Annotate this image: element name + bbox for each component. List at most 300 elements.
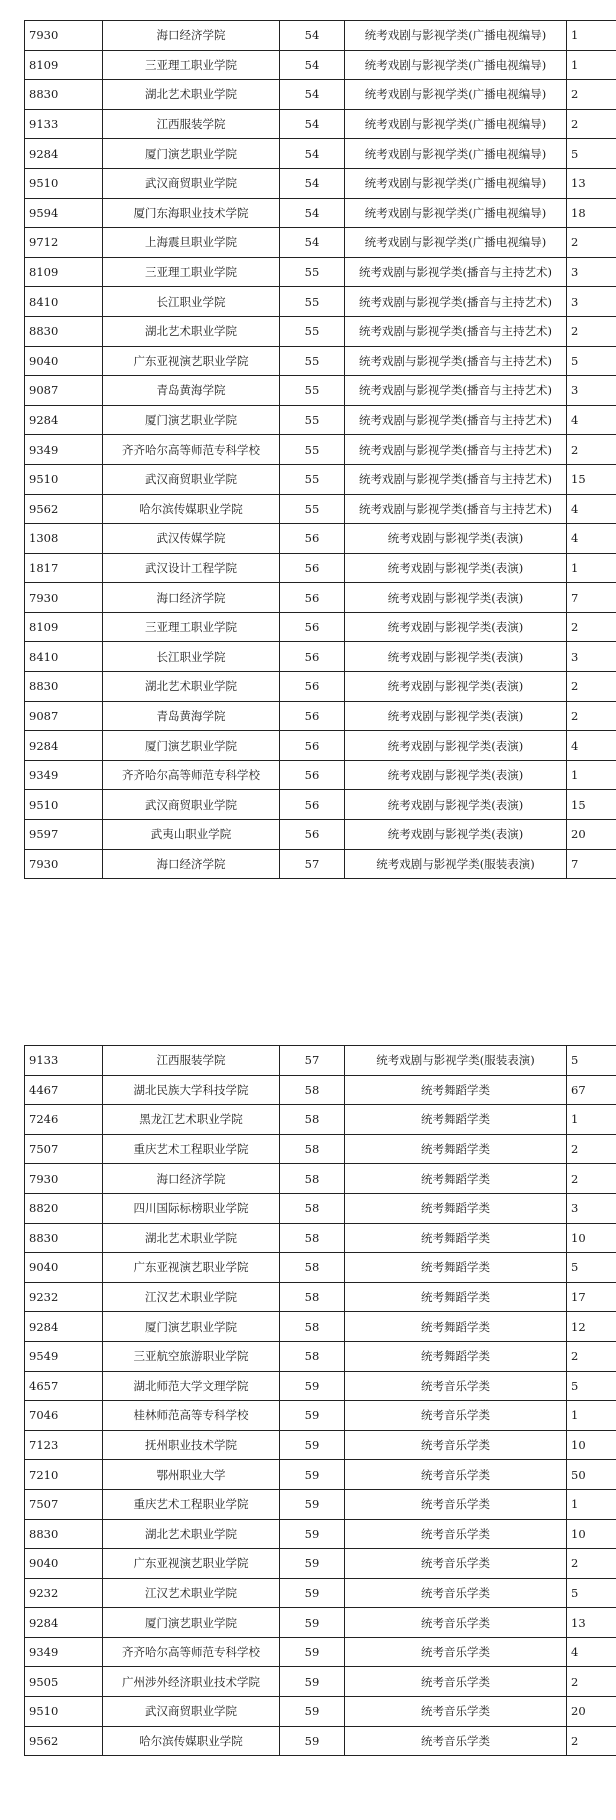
major-name-cell: 统考音乐学类	[345, 1608, 567, 1638]
table-row	[25, 731, 616, 761]
school-name-cell: 青岛黄海学院	[103, 701, 280, 731]
school-name-cell: 武汉传媒学院	[103, 524, 280, 554]
major-group-cell: 55	[280, 316, 345, 346]
table-row	[25, 701, 616, 731]
major-group-cell: 59	[280, 1637, 345, 1667]
major-name-cell: 统考戏剧与影视学类(播音与主持艺术)	[345, 346, 567, 376]
plan-count-cell: 2	[567, 1726, 616, 1756]
school-name-cell: 江汉艺术职业学院	[103, 1282, 280, 1312]
table-row	[25, 642, 616, 672]
table-row	[25, 21, 616, 51]
major-name-cell: 统考戏剧与影视学类(播音与主持艺术)	[345, 435, 567, 465]
major-group-cell: 55	[280, 287, 345, 317]
table-row	[25, 1282, 616, 1312]
plan-count-cell: 2	[567, 109, 616, 139]
plan-count-cell: 67	[567, 1075, 616, 1105]
major-group-cell: 58	[280, 1341, 345, 1371]
major-group-cell: 59	[280, 1460, 345, 1490]
school-name-cell: 厦门演艺职业学院	[103, 731, 280, 761]
major-name-cell: 统考音乐学类	[345, 1371, 567, 1401]
major-group-cell: 54	[280, 21, 345, 51]
table-row	[25, 464, 616, 494]
school-name-cell: 三亚理工职业学院	[103, 257, 280, 287]
plan-count-cell: 2	[567, 1667, 616, 1697]
school-name-cell: 湖北民族大学科技学院	[103, 1075, 280, 1105]
school-name-cell: 江汉艺术职业学院	[103, 1578, 280, 1608]
table-row	[25, 1075, 616, 1105]
major-name-cell: 统考音乐学类	[345, 1726, 567, 1756]
major-name-cell: 统考戏剧与影视学类(表演)	[345, 820, 567, 850]
major-name-cell: 统考舞蹈学类	[345, 1193, 567, 1223]
plan-count-cell: 4	[567, 405, 616, 435]
school-code-cell: 8830	[25, 672, 103, 702]
major-name-cell: 统考音乐学类	[345, 1637, 567, 1667]
table-row	[25, 435, 616, 465]
major-group-cell: 55	[280, 435, 345, 465]
school-code-cell: 8410	[25, 642, 103, 672]
plan-count-cell: 10	[567, 1519, 616, 1549]
major-name-cell: 统考戏剧与影视学类(表演)	[345, 790, 567, 820]
major-name-cell: 统考戏剧与影视学类(播音与主持艺术)	[345, 316, 567, 346]
school-name-cell: 厦门演艺职业学院	[103, 405, 280, 435]
major-group-cell: 54	[280, 50, 345, 80]
plan-count-cell: 3	[567, 287, 616, 317]
school-code-cell: 7930	[25, 849, 103, 879]
major-name-cell: 统考戏剧与影视学类(表演)	[345, 672, 567, 702]
school-name-cell: 长江职业学院	[103, 642, 280, 672]
major-group-cell: 55	[280, 405, 345, 435]
major-name-cell: 统考戏剧与影视学类(服装表演)	[345, 849, 567, 879]
plan-count-cell: 13	[567, 1608, 616, 1638]
table-row	[25, 1667, 616, 1697]
table-row	[25, 198, 616, 228]
school-code-cell: 9284	[25, 1608, 103, 1638]
major-group-cell: 54	[280, 228, 345, 258]
plan-count-cell: 1	[567, 760, 616, 790]
major-name-cell: 统考戏剧与影视学类(表演)	[345, 731, 567, 761]
school-name-cell: 哈尔滨传媒职业学院	[103, 494, 280, 524]
table-row	[25, 376, 616, 406]
enrollment-table-bottom	[24, 1045, 616, 1756]
plan-count-cell: 18	[567, 198, 616, 228]
major-group-cell: 56	[280, 524, 345, 554]
major-group-cell: 59	[280, 1697, 345, 1727]
table-row	[25, 1637, 616, 1667]
table-row	[25, 672, 616, 702]
school-name-cell: 海口经济学院	[103, 1164, 280, 1194]
school-code-cell: 8410	[25, 287, 103, 317]
major-group-cell: 59	[280, 1430, 345, 1460]
school-name-cell: 湖北师范大学文理学院	[103, 1371, 280, 1401]
plan-count-cell: 3	[567, 1193, 616, 1223]
plan-count-cell: 50	[567, 1460, 616, 1490]
major-name-cell: 统考音乐学类	[345, 1578, 567, 1608]
major-group-cell: 58	[280, 1134, 345, 1164]
major-group-cell: 54	[280, 168, 345, 198]
school-code-cell: 8830	[25, 80, 103, 110]
plan-count-cell: 1	[567, 1401, 616, 1431]
table-row	[25, 1223, 616, 1253]
table-row	[25, 228, 616, 258]
school-code-cell: 7507	[25, 1489, 103, 1519]
school-name-cell: 黑龙江艺术职业学院	[103, 1105, 280, 1135]
school-code-cell: 8830	[25, 1223, 103, 1253]
table-row	[25, 1608, 616, 1638]
school-name-cell: 重庆艺术工程职业学院	[103, 1134, 280, 1164]
major-group-cell: 57	[280, 1046, 345, 1076]
school-code-cell: 9087	[25, 376, 103, 406]
school-code-cell: 9284	[25, 731, 103, 761]
school-name-cell: 桂林师范高等专科学校	[103, 1401, 280, 1431]
school-code-cell: 9349	[25, 1637, 103, 1667]
table-row	[25, 1401, 616, 1431]
plan-count-cell: 17	[567, 1282, 616, 1312]
major-name-cell: 统考舞蹈学类	[345, 1134, 567, 1164]
school-code-cell: 7507	[25, 1134, 103, 1164]
major-group-cell: 59	[280, 1667, 345, 1697]
major-group-cell: 58	[280, 1312, 345, 1342]
school-name-cell: 武汉商贸职业学院	[103, 168, 280, 198]
plan-count-cell: 13	[567, 168, 616, 198]
major-name-cell: 统考戏剧与影视学类(表演)	[345, 642, 567, 672]
school-code-cell: 9510	[25, 790, 103, 820]
school-code-cell: 9284	[25, 1312, 103, 1342]
school-name-cell: 三亚航空旅游职业学院	[103, 1341, 280, 1371]
school-name-cell: 抚州职业技术学院	[103, 1430, 280, 1460]
school-name-cell: 湖北艺术职业学院	[103, 1519, 280, 1549]
table-row	[25, 109, 616, 139]
plan-count-cell: 2	[567, 672, 616, 702]
school-code-cell: 8830	[25, 316, 103, 346]
major-name-cell: 统考舞蹈学类	[345, 1164, 567, 1194]
school-code-cell: 4657	[25, 1371, 103, 1401]
major-group-cell: 56	[280, 701, 345, 731]
plan-count-cell: 15	[567, 464, 616, 494]
plan-count-cell: 2	[567, 1164, 616, 1194]
school-code-cell: 9562	[25, 1726, 103, 1756]
school-code-cell: 9505	[25, 1667, 103, 1697]
school-name-cell: 湖北艺术职业学院	[103, 672, 280, 702]
school-name-cell: 上海震旦职业学院	[103, 228, 280, 258]
major-group-cell: 59	[280, 1489, 345, 1519]
plan-count-cell: 5	[567, 1253, 616, 1283]
major-group-cell: 56	[280, 583, 345, 613]
plan-count-cell: 2	[567, 80, 616, 110]
major-group-cell: 56	[280, 820, 345, 850]
major-group-cell: 56	[280, 612, 345, 642]
plan-count-cell: 2	[567, 612, 616, 642]
major-group-cell: 56	[280, 760, 345, 790]
school-code-cell: 7246	[25, 1105, 103, 1135]
school-name-cell: 哈尔滨传媒职业学院	[103, 1726, 280, 1756]
school-code-cell: 7930	[25, 583, 103, 613]
major-group-cell: 55	[280, 257, 345, 287]
school-name-cell: 齐齐哈尔高等师范专科学校	[103, 760, 280, 790]
school-code-cell: 8830	[25, 1519, 103, 1549]
major-name-cell: 统考戏剧与影视学类(表演)	[345, 524, 567, 554]
major-group-cell: 56	[280, 553, 345, 583]
school-name-cell: 海口经济学院	[103, 583, 280, 613]
table-row	[25, 820, 616, 850]
school-code-cell: 9284	[25, 405, 103, 435]
major-name-cell: 统考戏剧与影视学类(广播电视编导)	[345, 198, 567, 228]
table-row	[25, 760, 616, 790]
table-row	[25, 1549, 616, 1579]
school-code-cell: 9594	[25, 198, 103, 228]
plan-count-cell: 2	[567, 316, 616, 346]
plan-count-cell: 2	[567, 1134, 616, 1164]
major-name-cell: 统考戏剧与影视学类(服装表演)	[345, 1046, 567, 1076]
table-row	[25, 553, 616, 583]
table-row	[25, 790, 616, 820]
school-code-cell: 9349	[25, 760, 103, 790]
plan-count-cell: 1	[567, 553, 616, 583]
major-name-cell: 统考舞蹈学类	[345, 1312, 567, 1342]
school-code-cell: 9597	[25, 820, 103, 850]
plan-count-cell: 4	[567, 524, 616, 554]
major-group-cell: 57	[280, 849, 345, 879]
table-row	[25, 1253, 616, 1283]
school-name-cell: 三亚理工职业学院	[103, 612, 280, 642]
plan-count-cell: 1	[567, 1489, 616, 1519]
major-group-cell: 58	[280, 1075, 345, 1105]
major-group-cell: 55	[280, 346, 345, 376]
major-name-cell: 统考戏剧与影视学类(播音与主持艺术)	[345, 257, 567, 287]
plan-count-cell: 5	[567, 346, 616, 376]
table-row	[25, 1164, 616, 1194]
school-name-cell: 武汉商贸职业学院	[103, 1697, 280, 1727]
major-group-cell: 55	[280, 376, 345, 406]
major-group-cell: 59	[280, 1549, 345, 1579]
school-name-cell: 湖北艺术职业学院	[103, 316, 280, 346]
major-name-cell: 统考舞蹈学类	[345, 1253, 567, 1283]
table-row	[25, 1726, 616, 1756]
major-group-cell: 55	[280, 464, 345, 494]
major-group-cell: 58	[280, 1193, 345, 1223]
table-row	[25, 1134, 616, 1164]
plan-count-cell: 12	[567, 1312, 616, 1342]
school-name-cell: 三亚理工职业学院	[103, 50, 280, 80]
major-group-cell: 55	[280, 494, 345, 524]
school-code-cell: 9510	[25, 464, 103, 494]
major-name-cell: 统考戏剧与影视学类(播音与主持艺术)	[345, 494, 567, 524]
table-row	[25, 316, 616, 346]
major-name-cell: 统考戏剧与影视学类(表演)	[345, 583, 567, 613]
plan-count-cell: 1	[567, 1105, 616, 1135]
school-name-cell: 鄂州职业大学	[103, 1460, 280, 1490]
major-group-cell: 58	[280, 1164, 345, 1194]
table-row	[25, 1371, 616, 1401]
plan-count-cell: 7	[567, 583, 616, 613]
table-row	[25, 1312, 616, 1342]
school-code-cell: 8109	[25, 612, 103, 642]
school-code-cell: 8109	[25, 257, 103, 287]
school-name-cell: 武汉商贸职业学院	[103, 790, 280, 820]
major-name-cell: 统考戏剧与影视学类(表演)	[345, 612, 567, 642]
major-group-cell: 58	[280, 1105, 345, 1135]
plan-count-cell: 3	[567, 257, 616, 287]
school-code-cell: 1308	[25, 524, 103, 554]
table-row	[25, 346, 616, 376]
school-code-cell: 9087	[25, 701, 103, 731]
major-name-cell: 统考戏剧与影视学类(表演)	[345, 760, 567, 790]
table-row	[25, 1430, 616, 1460]
major-name-cell: 统考舞蹈学类	[345, 1223, 567, 1253]
major-name-cell: 统考舞蹈学类	[345, 1105, 567, 1135]
plan-count-cell: 4	[567, 731, 616, 761]
school-name-cell: 厦门演艺职业学院	[103, 139, 280, 169]
major-group-cell: 56	[280, 731, 345, 761]
major-name-cell: 统考戏剧与影视学类(广播电视编导)	[345, 168, 567, 198]
school-code-cell: 7123	[25, 1430, 103, 1460]
major-group-cell: 58	[280, 1223, 345, 1253]
major-name-cell: 统考戏剧与影视学类(广播电视编导)	[345, 139, 567, 169]
major-name-cell: 统考音乐学类	[345, 1519, 567, 1549]
school-code-cell: 9284	[25, 139, 103, 169]
major-name-cell: 统考音乐学类	[345, 1549, 567, 1579]
school-code-cell: 7930	[25, 1164, 103, 1194]
major-group-cell: 59	[280, 1726, 345, 1756]
table-row	[25, 1519, 616, 1549]
major-group-cell: 59	[280, 1401, 345, 1431]
plan-count-cell: 2	[567, 228, 616, 258]
major-name-cell: 统考戏剧与影视学类(广播电视编导)	[345, 21, 567, 51]
major-name-cell: 统考戏剧与影视学类(播音与主持艺术)	[345, 376, 567, 406]
plan-count-cell: 1	[567, 21, 616, 51]
school-name-cell: 广东亚视演艺职业学院	[103, 346, 280, 376]
school-code-cell: 9040	[25, 1253, 103, 1283]
school-code-cell: 7930	[25, 21, 103, 51]
major-group-cell: 56	[280, 790, 345, 820]
major-name-cell: 统考音乐学类	[345, 1489, 567, 1519]
major-name-cell: 统考戏剧与影视学类(广播电视编导)	[345, 50, 567, 80]
plan-count-cell: 2	[567, 1341, 616, 1371]
plan-count-cell: 2	[567, 1549, 616, 1579]
table-row	[25, 287, 616, 317]
plan-count-cell: 5	[567, 139, 616, 169]
major-name-cell: 统考戏剧与影视学类(广播电视编导)	[345, 228, 567, 258]
school-name-cell: 四川国际标榜职业学院	[103, 1193, 280, 1223]
plan-count-cell: 20	[567, 820, 616, 850]
major-group-cell: 59	[280, 1519, 345, 1549]
school-name-cell: 广东亚视演艺职业学院	[103, 1253, 280, 1283]
school-code-cell: 7210	[25, 1460, 103, 1490]
plan-count-cell: 15	[567, 790, 616, 820]
table-row	[25, 139, 616, 169]
school-code-cell: 8820	[25, 1193, 103, 1223]
major-name-cell: 统考戏剧与影视学类(广播电视编导)	[345, 80, 567, 110]
school-code-cell: 1817	[25, 553, 103, 583]
major-name-cell: 统考戏剧与影视学类(播音与主持艺术)	[345, 287, 567, 317]
plan-count-cell: 4	[567, 1637, 616, 1667]
school-code-cell: 4467	[25, 1075, 103, 1105]
major-group-cell: 54	[280, 139, 345, 169]
plan-count-cell: 7	[567, 849, 616, 879]
major-name-cell: 统考音乐学类	[345, 1697, 567, 1727]
plan-count-cell: 10	[567, 1223, 616, 1253]
school-code-cell: 7046	[25, 1401, 103, 1431]
table-row	[25, 1578, 616, 1608]
enrollment-table-top	[24, 20, 616, 879]
major-group-cell: 56	[280, 672, 345, 702]
plan-count-cell: 10	[567, 1430, 616, 1460]
school-code-cell: 9712	[25, 228, 103, 258]
table-row	[25, 1489, 616, 1519]
school-name-cell: 厦门演艺职业学院	[103, 1312, 280, 1342]
table-row	[25, 612, 616, 642]
major-group-cell: 58	[280, 1282, 345, 1312]
school-name-cell: 武汉商贸职业学院	[103, 464, 280, 494]
table-row	[25, 524, 616, 554]
major-name-cell: 统考戏剧与影视学类(表演)	[345, 553, 567, 583]
major-name-cell: 统考音乐学类	[345, 1667, 567, 1697]
major-name-cell: 统考戏剧与影视学类(表演)	[345, 701, 567, 731]
major-group-cell: 54	[280, 80, 345, 110]
major-group-cell: 59	[280, 1371, 345, 1401]
school-name-cell: 齐齐哈尔高等师范专科学校	[103, 1637, 280, 1667]
table-row	[25, 1341, 616, 1371]
school-name-cell: 武夷山职业学院	[103, 820, 280, 850]
school-code-cell: 9133	[25, 1046, 103, 1076]
school-code-cell: 8109	[25, 50, 103, 80]
major-group-cell: 54	[280, 198, 345, 228]
table-row	[25, 80, 616, 110]
table-row	[25, 257, 616, 287]
school-name-cell: 湖北艺术职业学院	[103, 1223, 280, 1253]
table-row	[25, 1193, 616, 1223]
school-name-cell: 湖北艺术职业学院	[103, 80, 280, 110]
plan-count-cell: 3	[567, 376, 616, 406]
table-row	[25, 583, 616, 613]
school-name-cell: 广州涉外经济职业技术学院	[103, 1667, 280, 1697]
plan-count-cell: 5	[567, 1371, 616, 1401]
school-code-cell: 9349	[25, 435, 103, 465]
major-group-cell: 58	[280, 1253, 345, 1283]
school-code-cell: 9232	[25, 1282, 103, 1312]
school-name-cell: 厦门东海职业技术学院	[103, 198, 280, 228]
major-name-cell: 统考音乐学类	[345, 1430, 567, 1460]
school-code-cell: 9562	[25, 494, 103, 524]
school-code-cell: 9040	[25, 1549, 103, 1579]
table-row	[25, 1105, 616, 1135]
school-code-cell: 9510	[25, 1697, 103, 1727]
major-name-cell: 统考舞蹈学类	[345, 1075, 567, 1105]
plan-count-cell: 20	[567, 1697, 616, 1727]
major-name-cell: 统考戏剧与影视学类(广播电视编导)	[345, 109, 567, 139]
major-group-cell: 56	[280, 642, 345, 672]
school-name-cell: 厦门演艺职业学院	[103, 1608, 280, 1638]
school-name-cell: 齐齐哈尔高等师范专科学校	[103, 435, 280, 465]
school-code-cell: 9549	[25, 1341, 103, 1371]
plan-count-cell: 3	[567, 642, 616, 672]
major-name-cell: 统考舞蹈学类	[345, 1282, 567, 1312]
major-name-cell: 统考戏剧与影视学类(播音与主持艺术)	[345, 405, 567, 435]
table-row	[25, 1046, 616, 1076]
plan-count-cell: 5	[567, 1578, 616, 1608]
school-code-cell: 9510	[25, 168, 103, 198]
school-name-cell: 江西服装学院	[103, 1046, 280, 1076]
table-row	[25, 405, 616, 435]
school-name-cell: 重庆艺术工程职业学院	[103, 1489, 280, 1519]
table-row	[25, 1697, 616, 1727]
plan-count-cell: 5	[567, 1046, 616, 1076]
major-group-cell: 59	[280, 1608, 345, 1638]
school-code-cell: 9232	[25, 1578, 103, 1608]
school-name-cell: 青岛黄海学院	[103, 376, 280, 406]
major-group-cell: 54	[280, 109, 345, 139]
table-row	[25, 50, 616, 80]
table-row	[25, 1460, 616, 1490]
